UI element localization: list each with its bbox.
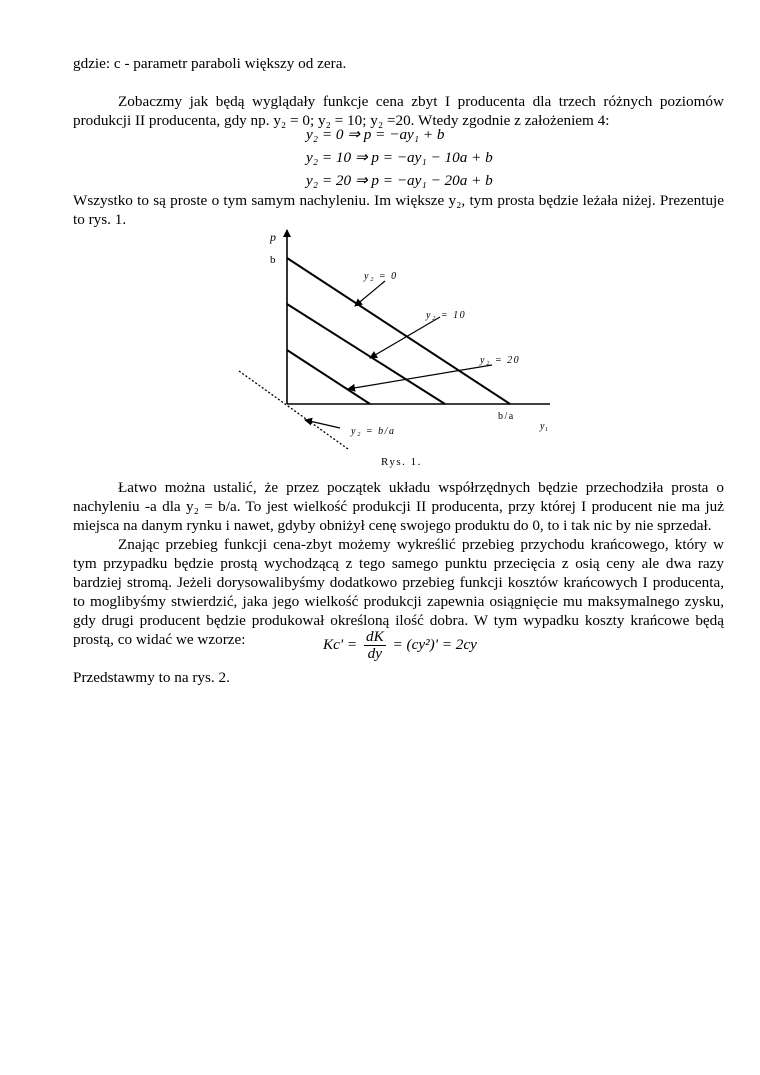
formula-marginal-cost	[323, 629, 477, 662]
label-y2-20: y₂ = 20	[480, 355, 521, 366]
label-y2-10: y₂ = 10	[426, 310, 467, 321]
line-y2-10	[287, 304, 445, 404]
label-y2-b-over-a: y₂ = b/a	[351, 426, 396, 437]
line-y2-0	[287, 258, 510, 404]
axis-label-p: p	[270, 230, 276, 244]
paragraph-present-rys-2: Przedstawmy to na rys. 2.	[73, 669, 230, 686]
figure-rys-1	[230, 225, 550, 453]
formula-lhs: Kc' =	[323, 635, 358, 653]
formula-rhs: = (cy²)' = 2cy	[392, 635, 477, 653]
label-b-over-a: b/a	[498, 411, 515, 422]
formula-numerator: dK	[365, 628, 384, 645]
arrow-y2-b-over-a	[305, 420, 340, 428]
line-y2-b-over-a	[239, 371, 348, 449]
equation-y2-10: y₂ = 10 ⇒ p = −ay₁ − 10a + b	[306, 149, 493, 166]
paragraph-same-slope: Wszystko to są proste o tym samym nachyleniu. Im większe y₂, tym prosta będzie leżała niżej. Prezentuje to rys. 1.	[73, 192, 724, 228]
formula-fraction	[364, 629, 386, 662]
equation-y2-20: y₂ = 20 ⇒ p = −ay₁ − 20a + b	[306, 172, 493, 189]
label-y2-0: y₂ = 0	[364, 271, 398, 282]
intercept-label-b: b	[270, 254, 276, 266]
line-y2-20	[287, 350, 370, 404]
paragraph-intro-functions: Zobaczmy jak będą wyglądały funkcje cena zbyt I producenta dla trzech różnych poziomów produkcji II producenta, gdy np. y₂ = 0; y₂ = 10; y₂ =20. Wtedy zgodnie z założeniem 4:	[73, 93, 724, 129]
figure-caption: Rys. 1.	[381, 456, 422, 468]
paragraph-marginal-revenue: Znając przebieg funkcji cena-zbyt możemy wykreślić przebieg przychodu krańcowego, który w tym przypadku będzie prostą wychodzącą z tego samego punktu przecięcia z osią ceny ale dwa razy bardziej stromą. Jeżeli dorysowalibyśmy dodatkowo przebieg funkcji kosztów krańcowych I producenta, to moglibyśmy stwierdzić, jaka jego wielkość produkcji zapewnia osiągnięcie mu maksymalnego zysku, gdy drugi producent będzie produkował określoną ilość dobra. W tym wypadku koszty krańcowe będą prostą, co widać we wzorze:	[73, 536, 724, 648]
equation-y2-0: y₂ = 0 ⇒ p = −ay₁ + b	[306, 126, 445, 143]
axis-label-y1: y₁	[540, 421, 548, 432]
formula-denominator: dy	[367, 645, 382, 662]
paragraph-origin-line: Łatwo można ustalić, że przez początek układu współrzędnych będzie przechodziła prosta o nachyleniu -a dla y₂ = b/a. To jest wielkość produkcji II producenta, przy której I producent nie ma już miejsca na danym rynku i nawet, gdyby obniżył cenę swojego produktu do 0, to i tak nic by nie sprzedał.	[73, 479, 724, 534]
arrow-y2-0	[355, 281, 385, 306]
paragraph-parameter-note: gdzie: c - parametr paraboli większy od zera.	[73, 55, 347, 72]
